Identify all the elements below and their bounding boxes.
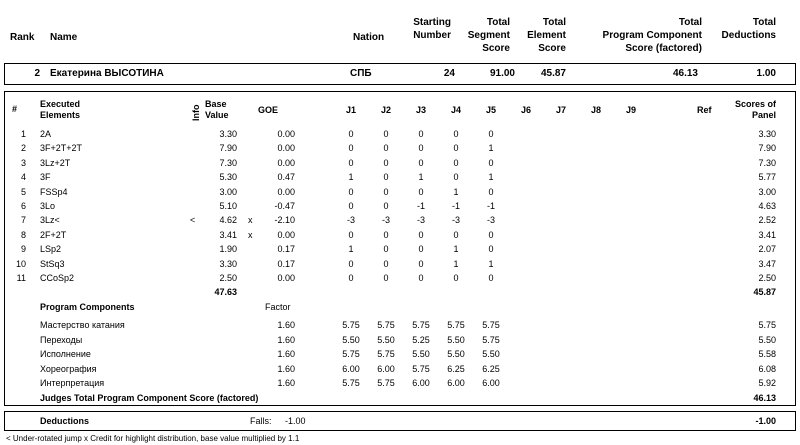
col-rank-header: Rank (10, 32, 35, 43)
element-code: LSp2 (40, 244, 62, 254)
element-goe: 0.00 (277, 158, 295, 168)
skater-start-number: 24 (443, 68, 455, 79)
component-factor: 1.60 (277, 349, 295, 359)
element-base-value: 7.90 (219, 143, 237, 153)
component-factor: 1.60 (277, 364, 295, 374)
element-judge-score: -3 (416, 215, 425, 225)
element-judge-score: 0 (383, 244, 389, 254)
element-goe: 0.00 (277, 143, 295, 153)
falls-label: Falls: (250, 416, 272, 426)
deductions-label: Deductions (40, 416, 90, 426)
element-judge-score: 1 (453, 187, 459, 197)
element-judge-score: 1 (348, 172, 354, 182)
element-judge-score: 0 (418, 230, 424, 240)
elements-total-score: 45.87 (753, 287, 776, 297)
skater-nation: СПБ (350, 68, 372, 79)
element-code: StSq3 (40, 259, 65, 269)
component-judge-score: 6.00 (447, 378, 465, 388)
judge-header-8: J8 (590, 105, 601, 115)
deductions-box (4, 411, 796, 431)
element-code: 3F+2T+2T (40, 143, 83, 153)
element-judge-score: 0 (453, 158, 459, 168)
element-goe: 0.00 (277, 230, 295, 240)
element-panel-score: 5.77 (758, 172, 776, 182)
element-judge-score: 1 (348, 244, 354, 254)
element-goe: 0.00 (277, 273, 295, 283)
element-base-value: 3.30 (219, 259, 237, 269)
judge-header-3: J3 (415, 105, 426, 115)
element-goe: 0.17 (277, 244, 295, 254)
element-judge-score: 0 (418, 273, 424, 283)
element-judge-score: 0 (418, 244, 424, 254)
element-panel-score: 2.52 (758, 215, 776, 225)
element-judge-score: 0 (383, 129, 389, 139)
component-factor: 1.60 (277, 320, 295, 330)
element-judge-score: 0 (488, 273, 494, 283)
judge-header-1: J1 (345, 105, 356, 115)
element-judge-score: 1 (488, 143, 494, 153)
element-judge-score: 0 (488, 129, 494, 139)
col-tss-header: Total Segment Score (467, 17, 510, 54)
element-code: 3Lz+2T (40, 158, 71, 168)
element-base-value: 4.62 (219, 215, 237, 225)
component-judge-score: 5.50 (482, 349, 500, 359)
element-panel-score: 2.07 (758, 244, 776, 254)
element-number: 5 (20, 187, 26, 197)
element-code: 3Lz< (40, 215, 60, 225)
component-panel-score: 5.75 (758, 320, 776, 330)
component-judge-score: 5.75 (377, 378, 395, 388)
element-code: 2A (40, 129, 52, 139)
element-judge-score: 0 (348, 259, 354, 269)
component-name: Исполнение (40, 349, 91, 359)
element-judge-score: 0 (453, 230, 459, 240)
element-judge-score: 0 (383, 187, 389, 197)
element-base-value: 5.30 (219, 172, 237, 182)
component-name: Хореография (40, 364, 97, 374)
judge-header-9: J9 (625, 105, 636, 115)
elements-executed-header: Executed Elements (40, 99, 81, 120)
judge-header-7: J7 (555, 105, 566, 115)
elements-panel-header: Scores of Panel (734, 99, 776, 120)
element-goe: 0.00 (277, 187, 295, 197)
element-judge-score: 0 (488, 230, 494, 240)
element-number: 4 (20, 172, 26, 182)
col-deductions-header: Total Deductions (721, 17, 776, 41)
component-name: Мастерство катания (40, 320, 125, 330)
element-code: FSSp4 (40, 187, 68, 197)
element-judge-score: 0 (418, 158, 424, 168)
element-judge-score: -1 (416, 201, 425, 211)
element-judge-score: 0 (453, 129, 459, 139)
element-judge-score: -3 (451, 215, 460, 225)
component-judge-score: 5.50 (412, 349, 430, 359)
components-title: Program Components (40, 302, 135, 312)
element-base-value: 3.00 (219, 187, 237, 197)
element-goe: -0.47 (274, 201, 295, 211)
element-number: 10 (15, 259, 26, 269)
element-info: < (190, 215, 196, 225)
element-judge-score: 0 (418, 143, 424, 153)
falls-value: -1.00 (285, 416, 306, 426)
element-panel-score: 3.00 (758, 187, 776, 197)
element-goe: 0.17 (277, 259, 295, 269)
element-panel-score: 7.90 (758, 143, 776, 153)
elements-goe-header: GOE (258, 105, 279, 115)
component-judge-score: 6.00 (342, 364, 360, 374)
col-pcs-header: Total Program Component Score (factored) (602, 17, 702, 54)
col-start-header: Starting Number (413, 17, 451, 41)
element-base-value: 7.30 (219, 158, 237, 168)
element-bonus-flag: x (248, 215, 253, 225)
element-judge-score: 0 (383, 172, 389, 182)
element-goe: 0.00 (277, 129, 295, 139)
element-panel-score: 3.30 (758, 129, 776, 139)
element-judge-score: 0 (348, 273, 354, 283)
component-factor: 1.60 (277, 378, 295, 388)
element-judge-score: 1 (418, 172, 424, 182)
component-judge-score: 5.75 (482, 335, 500, 345)
footnote: < Under-rotated jump x Credit for highlight distribution, base value multiplied by 1.1 (6, 434, 300, 443)
element-number: 9 (20, 244, 26, 254)
elements-ref-header: Ref (697, 105, 712, 115)
component-judge-score: 5.25 (412, 335, 430, 345)
element-base-value: 3.30 (219, 129, 237, 139)
element-judge-score: 0 (383, 230, 389, 240)
element-code: 2F+2T (40, 230, 67, 240)
element-judge-score: 0 (348, 187, 354, 197)
col-nation-header: Nation (353, 32, 385, 43)
component-judge-score: 5.50 (447, 335, 465, 345)
element-judge-score: 0 (418, 259, 424, 269)
component-judge-score: 5.75 (412, 320, 430, 330)
element-judge-score: 1 (488, 172, 494, 182)
element-judge-score: 0 (453, 143, 459, 153)
judge-header-5: J5 (485, 105, 496, 115)
element-bonus-flag: x (248, 230, 253, 240)
element-panel-score: 4.63 (758, 201, 776, 211)
element-judge-score: 0 (348, 230, 354, 240)
component-panel-score: 5.50 (758, 335, 776, 345)
element-judge-score: 0 (418, 187, 424, 197)
component-name: Переходы (40, 335, 83, 345)
element-number: 2 (20, 143, 26, 153)
component-name: Интерпретация (40, 378, 105, 388)
skater-element-score: 45.87 (540, 68, 566, 79)
element-number: 1 (20, 129, 26, 139)
col-name-header: Name (50, 32, 78, 43)
components-factor-header: Factor (265, 302, 291, 312)
element-code: CCoSp2 (40, 273, 75, 283)
elements-num-header: # (12, 104, 18, 114)
elements-info-header: Info (191, 104, 201, 121)
element-base-value: 2.50 (219, 273, 237, 283)
component-judge-score: 6.00 (377, 364, 395, 374)
element-base-value: 1.90 (219, 244, 237, 254)
element-judge-score: 0 (348, 129, 354, 139)
element-judge-score: 0 (348, 201, 354, 211)
element-panel-score: 3.41 (758, 230, 776, 240)
element-panel-score: 3.47 (758, 259, 776, 269)
element-judge-score: 0 (383, 273, 389, 283)
component-judge-score: 5.75 (342, 349, 360, 359)
element-judge-score: 0 (348, 143, 354, 153)
element-number: 3 (20, 158, 26, 168)
component-judge-score: 6.00 (412, 378, 430, 388)
element-judge-score: 0 (488, 158, 494, 168)
skater-deductions: 1.00 (756, 68, 776, 79)
judge-header-2: J2 (380, 105, 391, 115)
element-goe: 0.47 (277, 172, 295, 182)
element-number: 6 (20, 201, 26, 211)
component-judge-score: 5.75 (377, 349, 395, 359)
element-judge-score: 0 (453, 172, 459, 182)
element-code: 3Lo (40, 201, 56, 211)
element-base-value: 3.41 (219, 230, 237, 240)
element-judge-score: 0 (488, 244, 494, 254)
component-panel-score: 5.58 (758, 349, 776, 359)
element-judge-score: 0 (383, 201, 389, 211)
element-judge-score: -3 (381, 215, 390, 225)
element-number: 11 (16, 273, 26, 283)
element-judge-score: 0 (383, 158, 389, 168)
component-judge-score: 6.25 (447, 364, 465, 374)
element-goe: -2.10 (274, 215, 295, 225)
component-panel-score: 5.92 (758, 378, 776, 388)
element-code: 3F (40, 172, 51, 182)
element-judge-score: 0 (348, 158, 354, 168)
element-judge-score: 0 (383, 259, 389, 269)
judge-header-6: J6 (520, 105, 531, 115)
component-judge-score: 5.75 (447, 320, 465, 330)
element-judge-score: -3 (346, 215, 355, 225)
components-total-label: Judges Total Program Component Score (factored) (40, 393, 259, 403)
element-base-value: 5.10 (219, 201, 237, 211)
skater-rank: 2 (34, 68, 40, 79)
col-tes-header: Total Element Score (527, 17, 566, 54)
deductions-total: -1.00 (755, 416, 776, 426)
judge-header-4: J4 (450, 105, 461, 115)
element-judge-score: 0 (418, 129, 424, 139)
component-judge-score: 5.75 (377, 320, 395, 330)
element-judge-score: -1 (486, 201, 495, 211)
element-judge-score: -1 (451, 201, 460, 211)
skater-name: Екатерина ВЫСОТИНА (50, 68, 164, 79)
component-judge-score: 5.75 (412, 364, 430, 374)
component-judge-score: 5.75 (342, 320, 360, 330)
element-judge-score: -3 (486, 215, 495, 225)
component-factor: 1.60 (277, 335, 295, 345)
component-judge-score: 5.50 (342, 335, 360, 345)
elements-total-base: 47.63 (214, 287, 237, 297)
element-number: 7 (20, 215, 26, 225)
elements-base-header: Base Value (205, 99, 229, 120)
element-number: 8 (20, 230, 26, 240)
element-judge-score: 0 (453, 273, 459, 283)
component-judge-score: 5.75 (482, 320, 500, 330)
component-judge-score: 6.00 (482, 378, 500, 388)
element-judge-score: 1 (488, 259, 494, 269)
element-panel-score: 2.50 (758, 273, 776, 283)
component-panel-score: 6.08 (758, 364, 776, 374)
element-judge-score: 1 (453, 244, 459, 254)
element-judge-score: 0 (488, 187, 494, 197)
component-judge-score: 5.75 (342, 378, 360, 388)
component-judge-score: 5.50 (447, 349, 465, 359)
element-panel-score: 7.30 (758, 158, 776, 168)
skater-component-score: 46.13 (672, 68, 698, 79)
components-total-score: 46.13 (753, 393, 776, 403)
component-judge-score: 6.25 (482, 364, 500, 374)
element-judge-score: 1 (453, 259, 459, 269)
element-judge-score: 0 (383, 143, 389, 153)
component-judge-score: 5.50 (377, 335, 395, 345)
skater-segment-score: 91.00 (489, 68, 515, 79)
